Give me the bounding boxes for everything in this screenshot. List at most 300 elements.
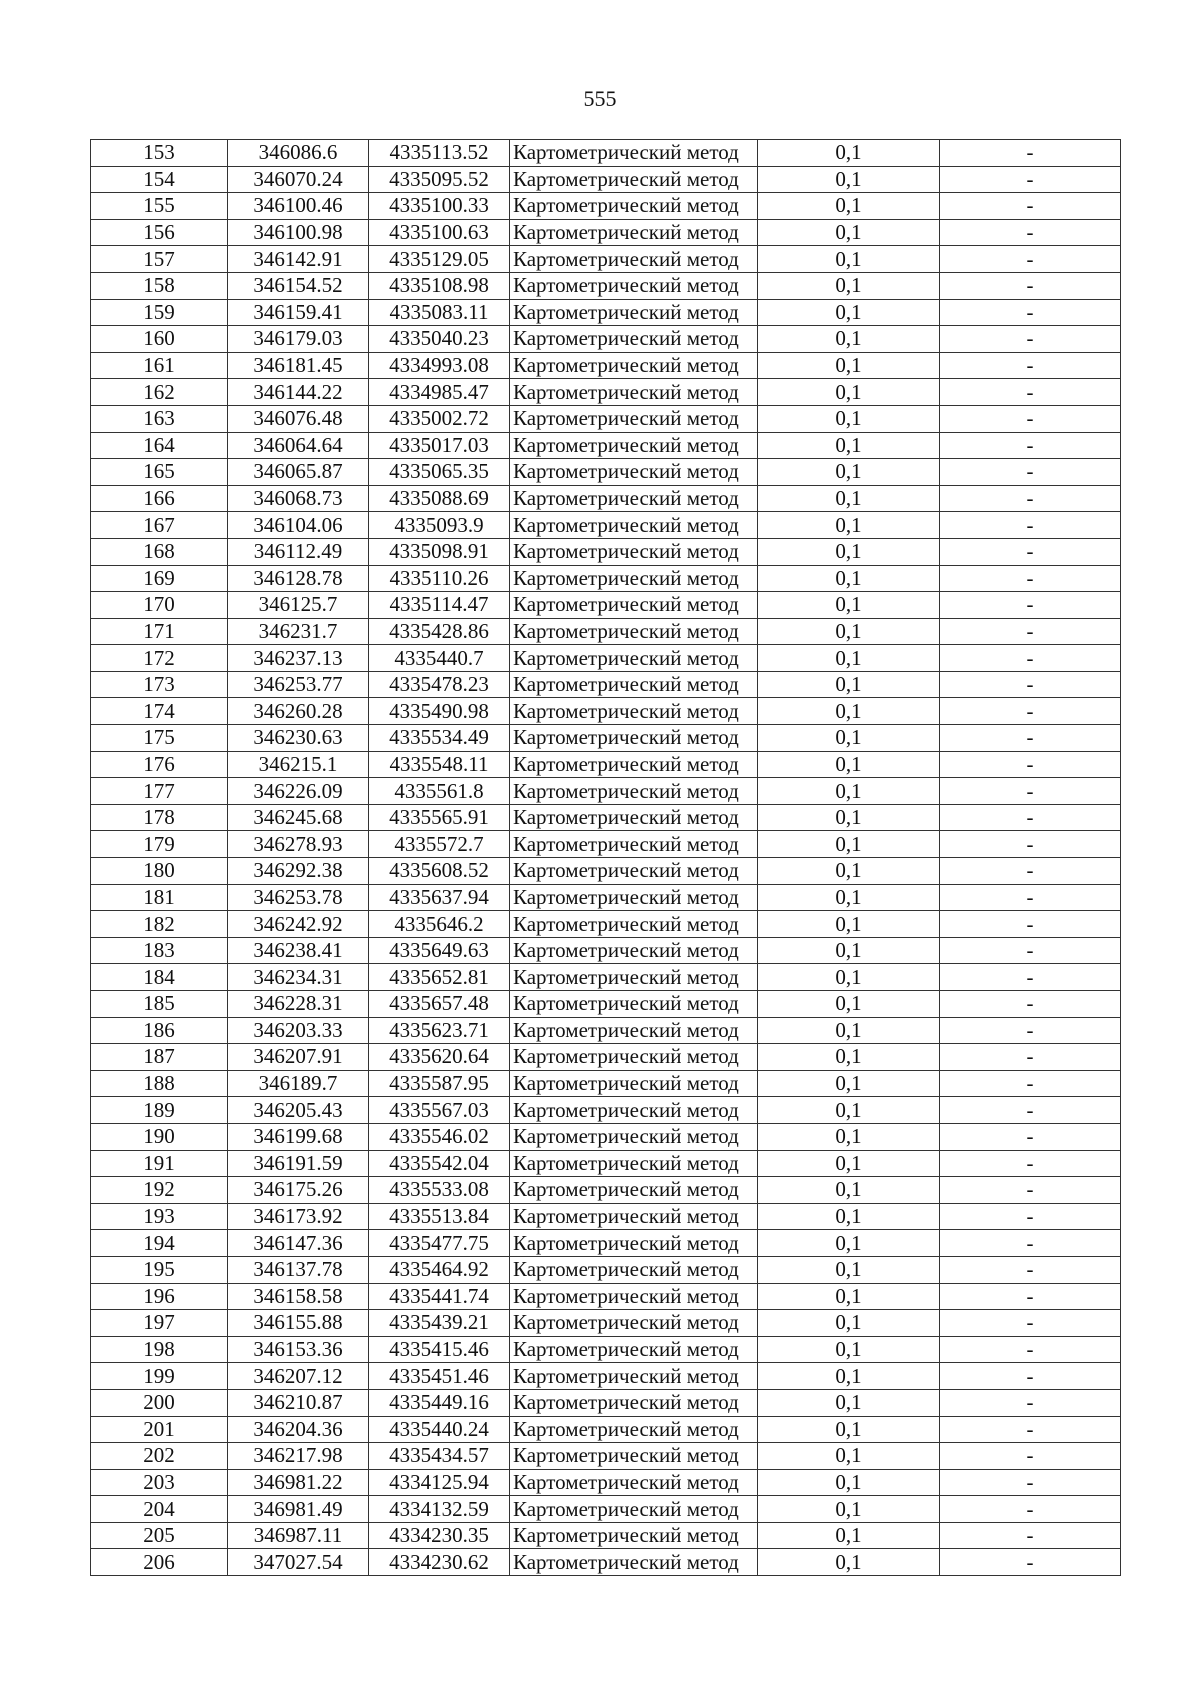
point-number-cell: 192 (91, 1177, 228, 1204)
x-coordinate-cell: 346128.78 (228, 565, 369, 592)
y-coordinate-cell: 4334230.35 (369, 1522, 510, 1549)
method-cell: Картометрический метод (510, 1469, 758, 1496)
point-number-cell: 191 (91, 1150, 228, 1177)
accuracy-cell: 0,1 (758, 272, 940, 299)
accuracy-cell: 0,1 (758, 538, 940, 565)
table-row (91, 1389, 1121, 1416)
point-number-cell: 196 (91, 1283, 228, 1310)
note-cell: - (940, 379, 1121, 406)
accuracy-cell: 0,1 (758, 937, 940, 964)
point-number-cell: 193 (91, 1203, 228, 1230)
method-cell: Картометрический метод (510, 432, 758, 459)
note-cell: - (940, 831, 1121, 858)
y-coordinate-cell: 4335002.72 (369, 405, 510, 432)
table-row (91, 485, 1121, 512)
accuracy-cell: 0,1 (758, 1416, 940, 1443)
x-coordinate-cell: 346158.58 (228, 1283, 369, 1310)
method-cell: Картометрический метод (510, 698, 758, 725)
x-coordinate-cell: 346215.1 (228, 751, 369, 778)
table-row (91, 671, 1121, 698)
y-coordinate-cell: 4335477.75 (369, 1230, 510, 1257)
accuracy-cell: 0,1 (758, 379, 940, 406)
table-row (91, 1177, 1121, 1204)
point-number-cell: 177 (91, 778, 228, 805)
note-cell: - (940, 299, 1121, 326)
note-cell: - (940, 1522, 1121, 1549)
y-coordinate-cell: 4335572.7 (369, 831, 510, 858)
method-cell: Картометрический метод (510, 1389, 758, 1416)
table-row (91, 1123, 1121, 1150)
point-number-cell: 171 (91, 618, 228, 645)
y-coordinate-cell: 4335017.03 (369, 432, 510, 459)
x-coordinate-cell: 346987.11 (228, 1522, 369, 1549)
y-coordinate-cell: 4335478.23 (369, 671, 510, 698)
x-coordinate-cell: 346207.91 (228, 1044, 369, 1071)
table-row (91, 405, 1121, 432)
x-coordinate-cell: 346125.7 (228, 592, 369, 619)
method-cell: Картометрический метод (510, 1044, 758, 1071)
table-row (91, 565, 1121, 592)
accuracy-cell: 0,1 (758, 459, 940, 486)
table-row (91, 1496, 1121, 1523)
x-coordinate-cell: 346231.7 (228, 618, 369, 645)
method-cell: Картометрический метод (510, 1097, 758, 1124)
x-coordinate-cell: 346070.24 (228, 166, 369, 193)
x-coordinate-cell: 346253.78 (228, 884, 369, 911)
accuracy-cell: 0,1 (758, 884, 940, 911)
method-cell: Картометрический метод (510, 1363, 758, 1390)
accuracy-cell: 0,1 (758, 1469, 940, 1496)
accuracy-cell: 0,1 (758, 1496, 940, 1523)
point-number-cell: 157 (91, 246, 228, 273)
y-coordinate-cell: 4335065.35 (369, 459, 510, 486)
point-number-cell: 185 (91, 991, 228, 1018)
accuracy-cell: 0,1 (758, 592, 940, 619)
accuracy-cell: 0,1 (758, 1336, 940, 1363)
note-cell: - (940, 459, 1121, 486)
table-row (91, 592, 1121, 619)
x-coordinate-cell: 346204.36 (228, 1416, 369, 1443)
point-number-cell: 162 (91, 379, 228, 406)
note-cell: - (940, 1123, 1121, 1150)
x-coordinate-cell: 346159.41 (228, 299, 369, 326)
method-cell: Картометрический метод (510, 1496, 758, 1523)
method-cell: Картометрический метод (510, 1017, 758, 1044)
y-coordinate-cell: 4335441.74 (369, 1283, 510, 1310)
note-cell: - (940, 964, 1121, 991)
table-row (91, 858, 1121, 885)
x-coordinate-cell: 346153.36 (228, 1336, 369, 1363)
y-coordinate-cell: 4335440.24 (369, 1416, 510, 1443)
accuracy-cell: 0,1 (758, 432, 940, 459)
method-cell: Картометрический метод (510, 1177, 758, 1204)
note-cell: - (940, 751, 1121, 778)
x-coordinate-cell: 346238.41 (228, 937, 369, 964)
point-number-cell: 164 (91, 432, 228, 459)
method-cell: Картометрический метод (510, 645, 758, 672)
method-cell: Картометрический метод (510, 991, 758, 1018)
table-row (91, 326, 1121, 353)
method-cell: Картометрический метод (510, 1522, 758, 1549)
table-row (91, 1230, 1121, 1257)
accuracy-cell: 0,1 (758, 299, 940, 326)
note-cell: - (940, 1363, 1121, 1390)
note-cell: - (940, 1230, 1121, 1257)
x-coordinate-cell: 346064.64 (228, 432, 369, 459)
method-cell: Картометрический метод (510, 459, 758, 486)
table-row (91, 725, 1121, 752)
table-row (91, 1443, 1121, 1470)
y-coordinate-cell: 4335546.02 (369, 1123, 510, 1150)
method-cell: Картометрический метод (510, 725, 758, 752)
x-coordinate-cell: 346173.92 (228, 1203, 369, 1230)
note-cell: - (940, 884, 1121, 911)
x-coordinate-cell: 346065.87 (228, 459, 369, 486)
y-coordinate-cell: 4335415.46 (369, 1336, 510, 1363)
x-coordinate-cell: 346112.49 (228, 538, 369, 565)
point-number-cell: 170 (91, 592, 228, 619)
x-coordinate-cell: 346175.26 (228, 1177, 369, 1204)
y-coordinate-cell: 4334993.08 (369, 352, 510, 379)
x-coordinate-cell: 346104.06 (228, 512, 369, 539)
y-coordinate-cell: 4335567.03 (369, 1097, 510, 1124)
method-cell: Картометрический метод (510, 618, 758, 645)
x-coordinate-cell: 346217.98 (228, 1443, 369, 1470)
point-number-cell: 206 (91, 1549, 228, 1576)
method-cell: Картометрический метод (510, 1283, 758, 1310)
note-cell: - (940, 326, 1121, 353)
y-coordinate-cell: 4335533.08 (369, 1177, 510, 1204)
y-coordinate-cell: 4335646.2 (369, 911, 510, 938)
accuracy-cell: 0,1 (758, 1123, 940, 1150)
point-number-cell: 155 (91, 193, 228, 220)
accuracy-cell: 0,1 (758, 565, 940, 592)
table-row (91, 1256, 1121, 1283)
point-number-cell: 197 (91, 1310, 228, 1337)
note-cell: - (940, 1549, 1121, 1576)
x-coordinate-cell: 346253.77 (228, 671, 369, 698)
accuracy-cell: 0,1 (758, 1443, 940, 1470)
table-row (91, 140, 1121, 167)
y-coordinate-cell: 4335561.8 (369, 778, 510, 805)
accuracy-cell: 0,1 (758, 352, 940, 379)
method-cell: Картометрический метод (510, 1203, 758, 1230)
accuracy-cell: 0,1 (758, 858, 940, 885)
method-cell: Картометрический метод (510, 485, 758, 512)
y-coordinate-cell: 4335088.69 (369, 485, 510, 512)
x-coordinate-cell: 346228.31 (228, 991, 369, 1018)
method-cell: Картометрический метод (510, 405, 758, 432)
coordinates-table-body (91, 140, 1121, 1576)
note-cell: - (940, 725, 1121, 752)
point-number-cell: 156 (91, 219, 228, 246)
point-number-cell: 186 (91, 1017, 228, 1044)
accuracy-cell: 0,1 (758, 326, 940, 353)
point-number-cell: 182 (91, 911, 228, 938)
x-coordinate-cell: 347027.54 (228, 1549, 369, 1576)
y-coordinate-cell: 4334230.62 (369, 1549, 510, 1576)
method-cell: Картометрический метод (510, 272, 758, 299)
point-number-cell: 167 (91, 512, 228, 539)
note-cell: - (940, 1256, 1121, 1283)
point-number-cell: 160 (91, 326, 228, 353)
note-cell: - (940, 671, 1121, 698)
method-cell: Картометрический метод (510, 804, 758, 831)
point-number-cell: 158 (91, 272, 228, 299)
y-coordinate-cell: 4335490.98 (369, 698, 510, 725)
point-number-cell: 166 (91, 485, 228, 512)
accuracy-cell: 0,1 (758, 964, 940, 991)
point-number-cell: 199 (91, 1363, 228, 1390)
table-row (91, 751, 1121, 778)
table-row (91, 698, 1121, 725)
x-coordinate-cell: 346242.92 (228, 911, 369, 938)
note-cell: - (940, 1017, 1121, 1044)
method-cell: Картометрический метод (510, 592, 758, 619)
note-cell: - (940, 432, 1121, 459)
table-row (91, 166, 1121, 193)
method-cell: Картометрический метод (510, 1123, 758, 1150)
y-coordinate-cell: 4335649.63 (369, 937, 510, 964)
method-cell: Картометрический метод (510, 565, 758, 592)
point-number-cell: 203 (91, 1469, 228, 1496)
coordinates-table (90, 139, 1121, 1576)
accuracy-cell: 0,1 (758, 671, 940, 698)
y-coordinate-cell: 4335652.81 (369, 964, 510, 991)
point-number-cell: 168 (91, 538, 228, 565)
accuracy-cell: 0,1 (758, 831, 940, 858)
method-cell: Картометрический метод (510, 140, 758, 167)
note-cell: - (940, 1496, 1121, 1523)
table-row (91, 379, 1121, 406)
method-cell: Картометрический метод (510, 1336, 758, 1363)
method-cell: Картометрический метод (510, 831, 758, 858)
y-coordinate-cell: 4335100.63 (369, 219, 510, 246)
accuracy-cell: 0,1 (758, 1070, 940, 1097)
accuracy-cell: 0,1 (758, 778, 940, 805)
method-cell: Картометрический метод (510, 884, 758, 911)
y-coordinate-cell: 4335620.64 (369, 1044, 510, 1071)
accuracy-cell: 0,1 (758, 1522, 940, 1549)
point-number-cell: 183 (91, 937, 228, 964)
accuracy-cell: 0,1 (758, 618, 940, 645)
point-number-cell: 179 (91, 831, 228, 858)
note-cell: - (940, 485, 1121, 512)
note-cell: - (940, 1044, 1121, 1071)
table-row (91, 1363, 1121, 1390)
table-row (91, 246, 1121, 273)
accuracy-cell: 0,1 (758, 219, 940, 246)
point-number-cell: 153 (91, 140, 228, 167)
note-cell: - (940, 1416, 1121, 1443)
y-coordinate-cell: 4335428.86 (369, 618, 510, 645)
x-coordinate-cell: 346237.13 (228, 645, 369, 672)
table-row (91, 937, 1121, 964)
x-coordinate-cell: 346142.91 (228, 246, 369, 273)
table-row (91, 512, 1121, 539)
accuracy-cell: 0,1 (758, 991, 940, 1018)
method-cell: Картометрический метод (510, 1230, 758, 1257)
accuracy-cell: 0,1 (758, 1256, 940, 1283)
point-number-cell: 165 (91, 459, 228, 486)
note-cell: - (940, 618, 1121, 645)
x-coordinate-cell: 346076.48 (228, 405, 369, 432)
note-cell: - (940, 698, 1121, 725)
table-row (91, 459, 1121, 486)
note-cell: - (940, 405, 1121, 432)
note-cell: - (940, 1203, 1121, 1230)
table-row (91, 831, 1121, 858)
table-row (91, 911, 1121, 938)
method-cell: Картометрический метод (510, 858, 758, 885)
method-cell: Картометрический метод (510, 193, 758, 220)
point-number-cell: 173 (91, 671, 228, 698)
note-cell: - (940, 1310, 1121, 1337)
accuracy-cell: 0,1 (758, 1283, 940, 1310)
table-row (91, 219, 1121, 246)
accuracy-cell: 0,1 (758, 751, 940, 778)
x-coordinate-cell: 346191.59 (228, 1150, 369, 1177)
x-coordinate-cell: 346155.88 (228, 1310, 369, 1337)
table-row (91, 193, 1121, 220)
method-cell: Картометрический метод (510, 1416, 758, 1443)
table-row (91, 884, 1121, 911)
x-coordinate-cell: 346210.87 (228, 1389, 369, 1416)
point-number-cell: 205 (91, 1522, 228, 1549)
point-number-cell: 154 (91, 166, 228, 193)
accuracy-cell: 0,1 (758, 485, 940, 512)
x-coordinate-cell: 346226.09 (228, 778, 369, 805)
x-coordinate-cell: 346981.49 (228, 1496, 369, 1523)
accuracy-cell: 0,1 (758, 405, 940, 432)
x-coordinate-cell: 346278.93 (228, 831, 369, 858)
point-number-cell: 201 (91, 1416, 228, 1443)
note-cell: - (940, 219, 1121, 246)
note-cell: - (940, 991, 1121, 1018)
accuracy-cell: 0,1 (758, 725, 940, 752)
note-cell: - (940, 911, 1121, 938)
y-coordinate-cell: 4335129.05 (369, 246, 510, 273)
accuracy-cell: 0,1 (758, 911, 940, 938)
y-coordinate-cell: 4335623.71 (369, 1017, 510, 1044)
note-cell: - (940, 512, 1121, 539)
y-coordinate-cell: 4335657.48 (369, 991, 510, 1018)
note-cell: - (940, 352, 1121, 379)
y-coordinate-cell: 4335439.21 (369, 1310, 510, 1337)
table-row (91, 645, 1121, 672)
note-cell: - (940, 1443, 1121, 1470)
table-row (91, 538, 1121, 565)
y-coordinate-cell: 4335513.84 (369, 1203, 510, 1230)
x-coordinate-cell: 346203.33 (228, 1017, 369, 1044)
point-number-cell: 172 (91, 645, 228, 672)
table-row (91, 299, 1121, 326)
table-row (91, 804, 1121, 831)
accuracy-cell: 0,1 (758, 193, 940, 220)
table-row (91, 1017, 1121, 1044)
x-coordinate-cell: 346086.6 (228, 140, 369, 167)
y-coordinate-cell: 4335464.92 (369, 1256, 510, 1283)
point-number-cell: 178 (91, 804, 228, 831)
accuracy-cell: 0,1 (758, 698, 940, 725)
note-cell: - (940, 1150, 1121, 1177)
note-cell: - (940, 1469, 1121, 1496)
x-coordinate-cell: 346068.73 (228, 485, 369, 512)
y-coordinate-cell: 4335637.94 (369, 884, 510, 911)
accuracy-cell: 0,1 (758, 1044, 940, 1071)
table-row (91, 1203, 1121, 1230)
note-cell: - (940, 1389, 1121, 1416)
point-number-cell: 180 (91, 858, 228, 885)
point-number-cell: 198 (91, 1336, 228, 1363)
table-row (91, 1283, 1121, 1310)
method-cell: Картометрический метод (510, 1150, 758, 1177)
accuracy-cell: 0,1 (758, 246, 940, 273)
point-number-cell: 202 (91, 1443, 228, 1470)
point-number-cell: 181 (91, 884, 228, 911)
y-coordinate-cell: 4335565.91 (369, 804, 510, 831)
y-coordinate-cell: 4334132.59 (369, 1496, 510, 1523)
accuracy-cell: 0,1 (758, 1203, 940, 1230)
method-cell: Картометрический метод (510, 911, 758, 938)
method-cell: Картометрический метод (510, 1310, 758, 1337)
method-cell: Картометрический метод (510, 246, 758, 273)
accuracy-cell: 0,1 (758, 166, 940, 193)
accuracy-cell: 0,1 (758, 140, 940, 167)
note-cell: - (940, 1097, 1121, 1124)
x-coordinate-cell: 346100.46 (228, 193, 369, 220)
point-number-cell: 200 (91, 1389, 228, 1416)
y-coordinate-cell: 4335098.91 (369, 538, 510, 565)
note-cell: - (940, 246, 1121, 273)
y-coordinate-cell: 4335095.52 (369, 166, 510, 193)
method-cell: Картометрический метод (510, 299, 758, 326)
table-row (91, 1469, 1121, 1496)
note-cell: - (940, 1283, 1121, 1310)
table-row (91, 618, 1121, 645)
x-coordinate-cell: 346207.12 (228, 1363, 369, 1390)
y-coordinate-cell: 4335083.11 (369, 299, 510, 326)
y-coordinate-cell: 4335608.52 (369, 858, 510, 885)
y-coordinate-cell: 4334985.47 (369, 379, 510, 406)
method-cell: Картометрический метод (510, 1549, 758, 1576)
table-row (91, 1310, 1121, 1337)
table-row (91, 1416, 1121, 1443)
table-row (91, 1522, 1121, 1549)
x-coordinate-cell: 346292.38 (228, 858, 369, 885)
y-coordinate-cell: 4335108.98 (369, 272, 510, 299)
table-row (91, 1097, 1121, 1124)
point-number-cell: 175 (91, 725, 228, 752)
method-cell: Картометрический метод (510, 671, 758, 698)
note-cell: - (940, 1336, 1121, 1363)
accuracy-cell: 0,1 (758, 1310, 940, 1337)
x-coordinate-cell: 346147.36 (228, 1230, 369, 1257)
point-number-cell: 188 (91, 1070, 228, 1097)
accuracy-cell: 0,1 (758, 1389, 940, 1416)
table-row (91, 778, 1121, 805)
y-coordinate-cell: 4334125.94 (369, 1469, 510, 1496)
accuracy-cell: 0,1 (758, 512, 940, 539)
y-coordinate-cell: 4335434.57 (369, 1443, 510, 1470)
method-cell: Картометрический метод (510, 166, 758, 193)
point-number-cell: 161 (91, 352, 228, 379)
note-cell: - (940, 778, 1121, 805)
accuracy-cell: 0,1 (758, 804, 940, 831)
note-cell: - (940, 166, 1121, 193)
y-coordinate-cell: 4335449.16 (369, 1389, 510, 1416)
accuracy-cell: 0,1 (758, 1549, 940, 1576)
